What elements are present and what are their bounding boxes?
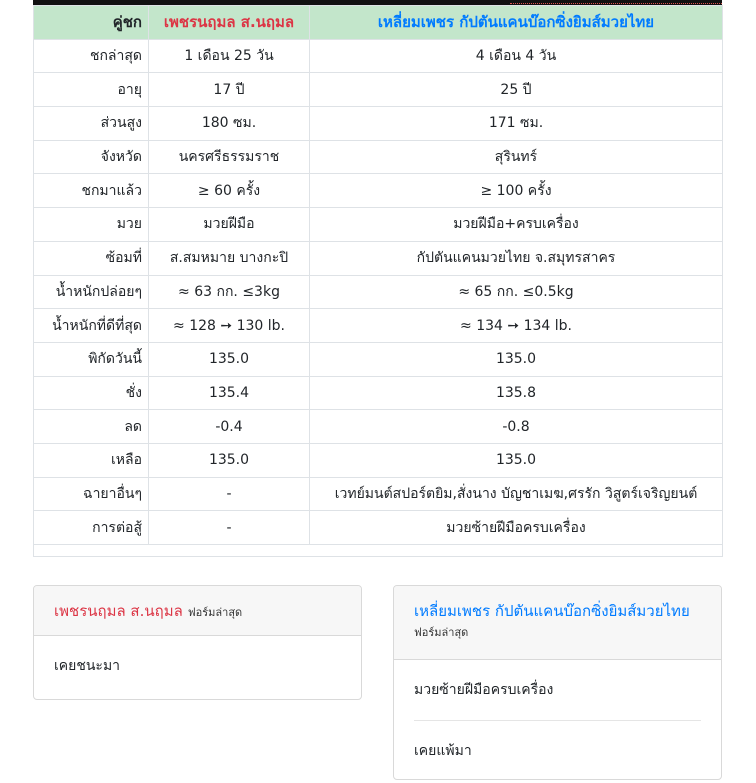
row-label: มวย: [34, 208, 149, 242]
table-row: [34, 73, 723, 107]
row-label: ชกมาแล้ว: [34, 174, 149, 208]
fighter1-value: -: [149, 477, 310, 511]
fighter2-value: ≈ 134 ➙ 134 lb.: [310, 309, 723, 343]
fighter1-form-card: [33, 585, 362, 700]
row-label: ชั่ง: [34, 376, 149, 410]
row-label: ลด: [34, 410, 149, 444]
header-fighter2[interactable]: เหลี่ยมเพชร กัปตันแคนบ๊อกซิ่งยิมส์มวยไทย: [310, 6, 723, 40]
fighter2-value: ≥ 100 ครั้ง: [310, 174, 723, 208]
fighter2-value: มวยฝีมือ+ครบเครื่อง: [310, 208, 723, 242]
table-row: [34, 477, 723, 511]
table-header-row: [34, 6, 723, 40]
table-row: [34, 275, 723, 309]
fighter2-form-header: [394, 586, 721, 660]
table-spacer-row: [34, 545, 723, 557]
fighter1-value: 135.0: [149, 443, 310, 477]
fighter2-value: 135.0: [310, 342, 723, 376]
fighter1-value: -0.4: [149, 410, 310, 444]
top-dotted-line: [510, 3, 722, 4]
fighter2-value: 135.0: [310, 443, 723, 477]
fighter2-value: เวทย์มนต์สปอร์ตยิม,สั่งนาง บัญชาเมฆ,ศรรัก วิสูตร์เจริญยนต์: [310, 477, 723, 511]
row-label: ชกล่าสุด: [34, 39, 149, 73]
table-row: [34, 208, 723, 242]
fighter1-form-name[interactable]: เพชรนฤมล ส.นฤมล: [54, 602, 183, 620]
row-label: น้ำหนักที่ดีที่สุด: [34, 309, 149, 343]
fighter1-value: ≈ 128 ➙ 130 lb.: [149, 309, 310, 343]
table-row: [34, 376, 723, 410]
fighter1-form-header: [34, 586, 361, 636]
fighter1-value: 180 ซม.: [149, 107, 310, 141]
fighter2-value: 4 เดือน 4 วัน: [310, 39, 723, 73]
spacer-cell: [34, 545, 723, 557]
row-label: น้ำหนักปล่อยๆ: [34, 275, 149, 309]
fighter2-value: สุรินทร์: [310, 140, 723, 174]
fighter1-value: ≥ 60 ครั้ง: [149, 174, 310, 208]
fighter2-value: 171 ซม.: [310, 107, 723, 141]
fighter1-value: ≈ 63 กก. ≤3kg: [149, 275, 310, 309]
fighter2-value: มวยซ้ายฝีมือครบเครื่อง: [310, 511, 723, 545]
fighter1-value: 135.4: [149, 376, 310, 410]
table-row: [34, 39, 723, 73]
table-row: [34, 443, 723, 477]
row-label: เหลือ: [34, 443, 149, 477]
comparison-table: [33, 5, 723, 557]
table-row: [34, 342, 723, 376]
fighter2-form-card: [393, 585, 722, 780]
table-row: [34, 309, 723, 343]
table-row: [34, 410, 723, 444]
list-item: มวยซ้ายฝีมือครบเครื่อง: [414, 682, 554, 698]
table-row: [34, 241, 723, 275]
row-label: พิกัดวันนี้: [34, 342, 149, 376]
fighter2-form-name[interactable]: เหลี่ยมเพชร กัปตันแคนบ๊อกซิ่งยิมส์มวยไทย: [414, 602, 690, 620]
fighter2-form-body: [394, 660, 721, 780]
fighter1-form-body: [34, 636, 361, 696]
fighter2-value: -0.8: [310, 410, 723, 444]
row-label: การต่อสู้: [34, 511, 149, 545]
list-item: เคยแพ้มา: [414, 720, 701, 780]
table-row: [34, 140, 723, 174]
table-row: [34, 174, 723, 208]
fighter1-value: 17 ปี: [149, 73, 310, 107]
fighter2-form-subtitle: ฟอร์มล่าสุด: [414, 626, 469, 639]
table-row: [34, 511, 723, 545]
table-row: [34, 107, 723, 141]
fighter1-value: นครศรีธรรมราช: [149, 140, 310, 174]
fighter2-value: กัปตันแคนมวยไทย จ.สมุทรสาคร: [310, 241, 723, 275]
fighter1-form-subtitle: ฟอร์มล่าสุด: [187, 606, 243, 619]
fighter1-value: มวยฝีมือ: [149, 208, 310, 242]
row-label: จังหวัด: [34, 140, 149, 174]
fighter1-value: 1 เดือน 25 วัน: [149, 39, 310, 73]
fighter1-value: 135.0: [149, 342, 310, 376]
fighter1-value: -: [149, 511, 310, 545]
row-label: ฉายาอื่นๆ: [34, 477, 149, 511]
fighter2-value: 25 ปี: [310, 73, 723, 107]
fighter2-value: 135.8: [310, 376, 723, 410]
row-label: ส่วนสูง: [34, 107, 149, 141]
header-fighter1[interactable]: เพชรนฤมล ส.นฤมล: [149, 6, 310, 40]
fighter2-value: ≈ 65 กก. ≤0.5kg: [310, 275, 723, 309]
list-item: เคยชนะมา: [54, 658, 121, 674]
row-label: ซ้อมที่: [34, 241, 149, 275]
row-label: อายุ: [34, 73, 149, 107]
fighter1-value: ส.สมหมาย บางกะปิ: [149, 241, 310, 275]
header-label: คู่ชก: [34, 6, 149, 40]
